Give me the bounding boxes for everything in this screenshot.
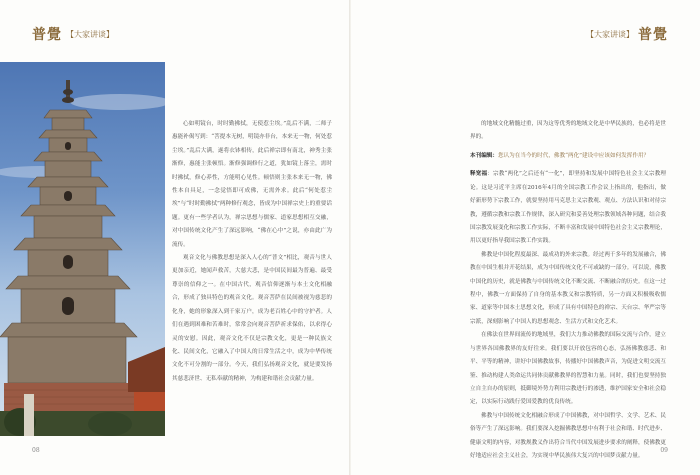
- magazine-logo: 普覺: [32, 27, 62, 43]
- interview-question: [470, 150, 666, 163]
- answer-text: 宗教“两化”之后还有“一化”，即坚持和发展中国特色社会主义宗教理论。这是习近平主席在2016年4月的全国宗教工作会议上指出的，他指出，做好新形势下宗教工作，就要坚持用马克思主义宗教观、观点、方法认识和对待宗教，遵循宗教和宗教工作规律，深入研究和妥善处理宗教领域各种问题，结合我国宗教发展变化和宗教工作实际，不断丰富和发展中国特色社会主义宗教理论，用以更好指导我国宗教工作实践。: [470, 171, 666, 245]
- body-paragraph: 佛教与中国传统文化相融合形成了中国佛教，对中国哲学、文学、艺术、民俗等产生了深远影响。我们要深入挖掘佛教思想中有利于社会和谐、时代进步、健康文明的内容，对教规教义作出符合当代中国发展进步要求的阐释，使佛教更好地适应社会主义社会，为实现中华民族伟大复兴的中国梦贡献力量。: [470, 412, 666, 459]
- body-paragraph: 观音文化与佛教思想是深入人心的“普文”相比，观音与世人更加亲近，她闻声救苦，大慈大悲，是中国民间最为普遍、最受尊崇的信仰之一。在中国古代，观音信仰逐渐与本土文化相融合，形成了独具特色的观音文化。观音菩萨在民间被视为慈悲的化身，她的形象深入到千家万户，成为老百姓心中的守护者。人们在遇到困难和苦难时，常常会向观音菩萨祈求保佑，以求得心灵的安慰。因此，观音文化不仅是宗教文化，更是一种民族文化、民间文化，它融入了中国人的日常生活之中，成为中华传统文化不可分割的一部分。今天，我们弘扬观音文化，就是要发扬其慈悲济世、无私奉献的精神，为构建和谐社会贡献力量。: [172, 255, 332, 382]
- intro-paragraph: 的地域文化精髓过重，因为这等优秀的地域文化是中华民族的，也必将是世界的。: [470, 121, 666, 141]
- section-label: 【大家讲谈】: [586, 29, 634, 39]
- body-paragraph: 佛教是中国化程度最深、最成功的外来宗教。经过两千多年的发展融合，佛教在中国生根并开花结果，成为中国传统文化不可或缺的一部分。可以说，佛教中国化的历史，就是佛教与中国传统文化不断交流、不断融合的历史。在这一过程中，佛教一方面保持了自身的基本教义和宗教特质，另一方面又积极吸收儒家、道家等中国本土思想文化，形成了具有中国特色的禅宗、天台宗、华严宗等宗派，深刻影响了中国人的思想观念、生活方式和文化艺术。: [470, 251, 666, 325]
- interview-answer: 释宽福：宗教“两化”之后还有“一化”，即坚持和发展中国特色社会主义宗教理论。这是习近平主席在2016年4月的全国宗教工作会议上指出的，他指出，做好新形势下宗教工作，就要坚持用马克思主义宗教观、观点、方法认识和对待宗教，遵循宗教和宗教工作规律，深入研究和妥善处理宗教领域各种问题，结合我国宗教发展变化和宗教工作实际，不断丰富和发展中国特色社会主义宗教理论，用以更好指导我国宗教工作实践。: [470, 171, 666, 245]
- page-gutter: [349, 0, 351, 475]
- question-text: 您认为在当今的时代，佛教“两化”建设中应该如何发挥作用？: [497, 153, 650, 159]
- running-header-right: [586, 24, 668, 44]
- pagoda-illustration: [0, 62, 165, 436]
- pagoda-photo: [0, 62, 165, 436]
- right-intro-text: [470, 118, 666, 140]
- running-header-left: [32, 24, 114, 44]
- section-label: 【大家讲谈】: [66, 29, 114, 39]
- left-body-text: [172, 118, 332, 438]
- answer-label: 释宽福: [470, 171, 488, 178]
- page-number-right: 09: [660, 447, 668, 454]
- page-number-left: 08: [32, 447, 40, 454]
- body-paragraph: 心如明镜台，时时勤拂拭，无使惹尘埃。”乱后不满，二师子惠能补偈写到：“菩提本无树，明镜亦非台，本来无一物，何处惹尘埃。”乱后大满，遂将衣钵相传，此后禅宗即有南北，神秀主张渐修，惠能主张顿悟。渐修强调修行之道，犹如镜上落尘，需时时拂拭，修心养性，方能明心见性。顿悟则主张本来无一物，佛性本自具足，一念觉悟即可成佛，无需外求。此后“何处惹尘埃”与“时时勤拂拭”两种修行观念，皆成为中国禅宗史上的重要话题。更有一些学者认为，禅宗思想与儒家、道家思想相互交融，对中国传统文化产生了深远影响，“佛在心中”之说，亦由此广为流传。: [172, 121, 332, 248]
- body-paragraph: 在佛法在世界间流传的地域里，我们大力推动佛教的国际交流与合作，建立与世界各国佛教界的友好往来。我们要以开放包容的心态，弘扬佛教慈悲、和平、平等的精神，讲好中国佛教故事，传播好中国佛教声音，为促进文明交流互鉴、推动构建人类命运共同体贡献佛教界的智慧和力量。同时，我们也要坚持独立自主自办的原则，抵御境外势力利用宗教进行的渗透，维护国家安全和社会稳定，以实际行动践行爱国爱教的优良传统。: [470, 332, 666, 406]
- magazine-logo: 普覺: [638, 27, 668, 43]
- question-label: 本刊编辑：: [470, 153, 498, 159]
